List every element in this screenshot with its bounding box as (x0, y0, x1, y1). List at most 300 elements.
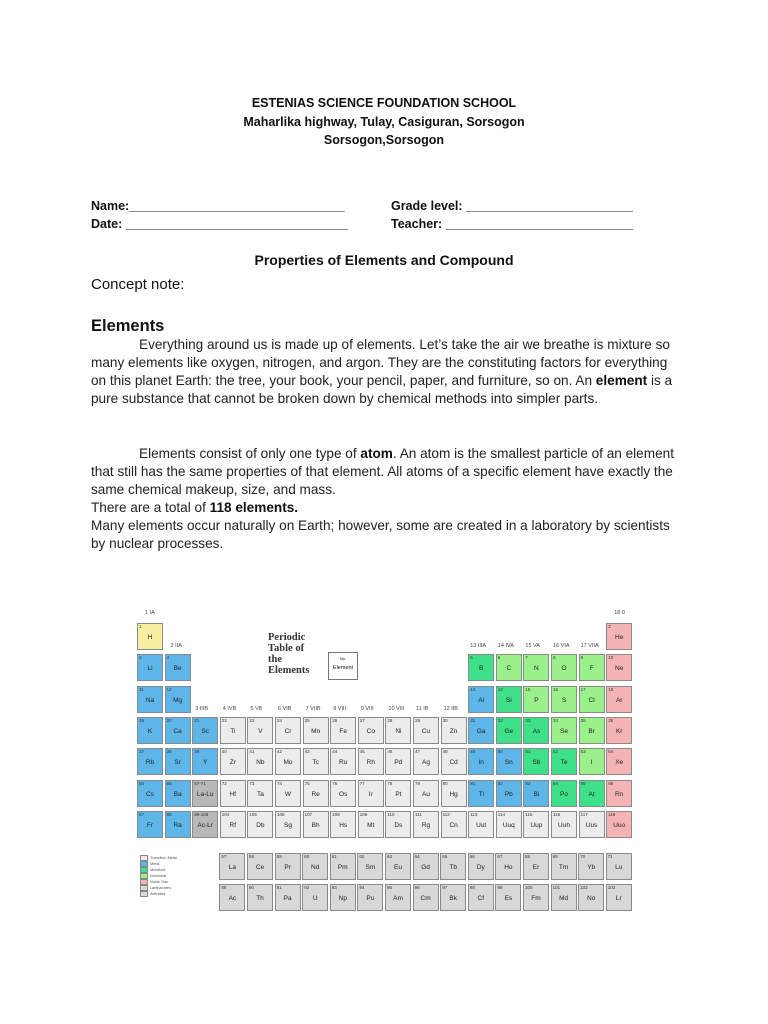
actinide-cell-am (385, 884, 411, 911)
date-teacher-row (91, 217, 691, 231)
group-label-g1: 1 IA (145, 610, 155, 616)
element-number: 71 (607, 854, 613, 859)
element-cell-rf (220, 811, 246, 838)
element-cell-bi (523, 780, 549, 807)
element-symbol: Zn (449, 727, 458, 735)
element-symbol: La (228, 864, 236, 871)
element-number: 100 (525, 885, 533, 890)
element-number: 89 (221, 885, 227, 890)
element-symbol: Lu (615, 864, 623, 871)
element-symbol: Pm (337, 864, 348, 871)
legend-label: Metalloid (150, 868, 166, 872)
element-number: 32 (497, 717, 503, 723)
element-number: 80 (442, 780, 448, 786)
element-cell-ta (247, 780, 273, 807)
element-number: 94 (359, 885, 365, 890)
lanthanide-cell-sm (357, 853, 383, 880)
lanthanide-cell-pm (330, 853, 356, 880)
element-number: 29 (415, 717, 421, 723)
group-label-g3: 3 IIIB (195, 705, 209, 712)
group-label-g9: 9 VIII (360, 705, 374, 712)
actinide-cell-th (247, 884, 273, 911)
element-cell-rh (358, 748, 384, 775)
element-symbol: Rh (366, 759, 375, 767)
element-cell-fe (330, 717, 356, 744)
element-symbol: Bi (533, 790, 540, 798)
group-label-g14: 14 IVA (497, 643, 514, 650)
element-cell-os (330, 780, 356, 807)
element-symbol: Ac (228, 895, 237, 902)
element-symbol: Os (339, 790, 348, 798)
element-number: 48 (442, 749, 448, 755)
element-cell-sc (192, 717, 218, 744)
element-symbol: Tc (312, 759, 319, 767)
element-cell-y (192, 748, 218, 775)
element-number: 16 (553, 686, 559, 692)
text-run: . An atom is the smallest particle of an element that still has the same properties of that element. All atoms of a specific element have exactly the same chemical makeup, size, and mass. (91, 446, 674, 497)
element-symbol: Ga (476, 727, 486, 735)
element-cell-zr (220, 748, 246, 775)
element-number: 37 (139, 749, 145, 755)
element-number: 108 (332, 811, 340, 817)
element-symbol: C (506, 665, 512, 673)
element-number: 81 (470, 780, 476, 786)
element-symbol: Yb (587, 864, 596, 871)
element-cell-mt (358, 811, 384, 838)
element-symbol: Ti (230, 727, 236, 735)
element-symbol: Ar (615, 696, 623, 704)
school-header (0, 94, 768, 150)
element-number: 69 (552, 854, 558, 859)
element-number: 114 (497, 811, 505, 817)
element-symbol: Pu (366, 895, 375, 902)
element-symbol: Ir (368, 790, 373, 798)
element-symbol: Xe (615, 759, 624, 767)
element-number: 76 (332, 780, 338, 786)
element-symbol: As (532, 727, 541, 735)
school-address-line2: Sorsogon,Sorsogon (323, 133, 445, 147)
element-symbol: Sg (284, 821, 292, 829)
element-cell-al (468, 686, 494, 713)
lanthanide-cell-yb (578, 853, 604, 880)
element-cell-mn (303, 717, 329, 744)
group-label-g18: 18 0 (614, 610, 625, 616)
element-number: 72 (221, 780, 227, 786)
element-symbol: Ge (504, 727, 514, 735)
element-symbol: Cn (449, 821, 458, 829)
element-number: 57 (221, 854, 227, 859)
element-cell-na (137, 686, 163, 713)
element-number: 102 (580, 885, 588, 890)
element-symbol: Ru (339, 759, 348, 767)
element-symbol: B (479, 665, 484, 673)
element-number: 40 (221, 749, 227, 755)
element-cell-pt (385, 780, 411, 807)
element-symbol: S (561, 696, 567, 704)
key-number-label: No. (339, 656, 347, 661)
lanthanide-cell-tb (440, 853, 466, 880)
school-address-line1: Maharlika highway, Tulay, Casiguran, Sorsogon (243, 114, 525, 129)
element-cell-mg (165, 686, 191, 713)
element-number: 90 (249, 885, 255, 890)
lanthanide-cell-tm (551, 853, 577, 880)
element-symbol: Pd (394, 759, 403, 767)
element-cell-pd (385, 748, 411, 775)
element-cell-at (579, 780, 605, 807)
text-run: Elements consist of only one type of (139, 446, 361, 461)
element-cell-ar (606, 686, 632, 713)
name-grade-row (91, 199, 691, 213)
group-label-g12: 12 IIB (443, 705, 458, 712)
school-name: ESTENIAS SCIENCE FOUNDATION SCHOOL (251, 96, 517, 110)
element-cell-tc (303, 748, 329, 775)
element-number: 10 (608, 655, 614, 661)
date-field[interactable]: Date: ________________________________ (91, 217, 349, 231)
element-number: 14 (497, 686, 503, 692)
element-number: 88 (166, 811, 172, 817)
element-cell-se (551, 717, 577, 744)
element-number: 60 (304, 854, 310, 859)
group-label-g2: 2 IIA (170, 643, 182, 650)
actinide-cell-no (578, 884, 604, 911)
element-cell-rg (413, 811, 439, 838)
element-symbol: Hg (449, 790, 458, 798)
element-number: 63 (387, 854, 393, 859)
lanthanide-cell-la (219, 853, 245, 880)
element-cell-rn (606, 780, 632, 807)
element-symbol: Sb (532, 759, 541, 767)
actinide-cell-pa (275, 884, 301, 911)
element-symbol: Cu (421, 727, 431, 735)
element-cell-h (137, 623, 163, 650)
element-number: 34 (553, 717, 559, 723)
element-symbol: Rg (421, 821, 431, 829)
element-cell-te (551, 748, 577, 775)
legend-swatch (140, 891, 148, 897)
paragraph-total (91, 499, 681, 517)
name-field[interactable]: Name:_______________________________ (91, 199, 345, 213)
element-cell-mo (275, 748, 301, 775)
grade-level-field[interactable]: Grade level: ________________________ (391, 199, 633, 213)
element-symbol: Ho (504, 864, 513, 871)
element-symbol: Cr (284, 727, 292, 735)
element-number: 97 (442, 885, 448, 890)
periodic-table-title: Periodic Table of the Elements (268, 632, 310, 676)
paragraph-natural: Many elements occur naturally on Earth; however, some are created in a laboratory by scientists by nuclear processes. (91, 518, 670, 551)
element-number: 106 (277, 811, 285, 817)
element-symbol: Am (393, 895, 403, 902)
element-cell-be (165, 654, 191, 681)
element-number: 22 (221, 717, 227, 723)
element-number: 110 (387, 811, 395, 817)
element-cell-in (468, 748, 494, 775)
element-symbol: Ac-Lr (197, 821, 213, 829)
element-symbol: Fm (531, 895, 541, 902)
element-cell-bh (303, 811, 329, 838)
group-label-g4: 4 IVB (222, 705, 237, 712)
section-heading-elements: Elements (91, 317, 165, 335)
group-label-g5: 5 VB (250, 705, 263, 712)
element-number: 87 (139, 811, 145, 817)
element-cell-v (247, 717, 273, 744)
element-symbol: Br (588, 727, 595, 735)
element-cell-ra (165, 811, 191, 838)
actinide-cell-u (302, 884, 328, 911)
lanthanide-cell-dy (468, 853, 494, 880)
element-number: 70 (580, 854, 586, 859)
element-cell-au (413, 780, 439, 807)
element-cell-cn (441, 811, 467, 838)
paragraph-atoms (91, 445, 681, 499)
element-symbol: Uut (476, 821, 487, 829)
element-number: 54 (608, 749, 614, 755)
element-symbol: Uuq (502, 821, 515, 829)
element-number: 3 (139, 655, 142, 661)
element-cell-ga (468, 717, 494, 744)
element-symbol: Li (147, 665, 153, 673)
element-number: 101 (552, 885, 561, 890)
element-cell-uuo (606, 811, 632, 838)
element-symbol: Np (338, 895, 347, 902)
element-symbol: K (147, 727, 153, 735)
element-cell-nb (247, 748, 273, 775)
element-number: 13 (470, 686, 476, 692)
legend-label: Metal (150, 862, 160, 866)
element-symbol: Si (505, 696, 512, 704)
element-cell-ne (606, 654, 632, 681)
element-symbol: Ds (394, 821, 403, 829)
element-number: 18 (608, 686, 614, 692)
element-cell-hf (220, 780, 246, 807)
element-symbol: Hs (339, 821, 348, 829)
element-number: 95 (387, 885, 393, 890)
element-symbol: Eu (394, 864, 402, 871)
element-symbol: Te (560, 759, 568, 767)
element-symbol: Co (366, 727, 375, 735)
element-number: 27 (359, 717, 365, 723)
element-number: 52 (553, 749, 559, 755)
element-symbol: Na (145, 696, 155, 704)
element-number: 65 (442, 854, 448, 859)
document-title: Properties of Elements and Compound (254, 252, 514, 268)
group-label-g15: 15 VA (525, 643, 540, 650)
element-number: 116 (553, 811, 561, 817)
element-symbol: Pr (284, 864, 291, 871)
element-number: 82 (497, 780, 503, 786)
group-label-g17: 17 VIIA (580, 643, 599, 650)
element-cell-ag (413, 748, 439, 775)
element-symbol: Y (203, 759, 208, 767)
element-number: 55 (139, 780, 145, 786)
element-symbol: Hf (229, 790, 237, 798)
element-number: 36 (608, 717, 614, 723)
element-cell-sb (523, 748, 549, 775)
element-number: 2 (608, 624, 611, 629)
lanthanide-cell-ho (495, 853, 521, 880)
element-cell-k (137, 717, 163, 744)
element-cell-cu (413, 717, 439, 744)
element-number: 51 (525, 749, 531, 755)
element-number: 105 (249, 811, 257, 817)
element-cell-w (275, 780, 301, 807)
element-cell-ca (165, 717, 191, 744)
element-symbol: Tm (558, 864, 569, 871)
element-symbol: Ne (615, 665, 624, 673)
element-symbol: Al (478, 696, 485, 704)
element-cell-br (579, 717, 605, 744)
element-symbol: No (587, 895, 596, 902)
element-number: 31 (470, 717, 476, 723)
element-symbol: Rb (145, 759, 155, 767)
element-symbol: F (589, 665, 594, 673)
element-symbol: La-Lu (196, 790, 214, 798)
element-symbol: Ce (255, 864, 265, 871)
group-label-g10: 10 VIII (388, 705, 405, 712)
element-symbol: Uup (530, 821, 543, 829)
element-symbol: Uuo (613, 821, 626, 829)
element-symbol: Se (560, 727, 568, 735)
element-symbol: Rf (229, 821, 237, 829)
element-symbol: Ag (422, 759, 430, 767)
element-cell-sr (165, 748, 191, 775)
bold-term-atom: atom (360, 446, 393, 461)
element-symbol: Uus (585, 821, 598, 829)
element-cell-re (303, 780, 329, 807)
element-cell-ni (385, 717, 411, 744)
element-number: 43 (304, 749, 310, 755)
element-number: 109 (359, 811, 368, 817)
element-cell-i (579, 748, 605, 775)
element-symbol: Sr (174, 759, 181, 767)
element-symbol: At (588, 790, 595, 798)
element-symbol: Db (256, 821, 265, 829)
actinide-cell-bk (440, 884, 466, 911)
element-symbol: Bh (311, 821, 320, 829)
element-cell-he (606, 623, 632, 650)
element-number: 45 (359, 749, 365, 755)
element-cell-tl (468, 780, 494, 807)
element-symbol: Fe (339, 727, 347, 735)
element-number: 42 (277, 749, 283, 755)
element-number: 98 (469, 885, 475, 890)
element-symbol: Md (559, 895, 569, 902)
element-symbol: Mt (367, 821, 375, 829)
element-symbol: Po (560, 790, 568, 798)
element-number: 49 (470, 749, 476, 755)
element-number: 84 (553, 780, 559, 786)
element-symbol: Ta (256, 790, 264, 798)
element-cell-xe (606, 748, 632, 775)
group-label-g8: 8 VIII (333, 705, 347, 712)
element-symbol: Nd (311, 864, 320, 871)
element-cell-po (551, 780, 577, 807)
element-number: 9 (580, 655, 584, 661)
element-symbol: Uuh (558, 821, 570, 829)
element-number: 5 (470, 655, 473, 661)
lanthanide-cell-er (523, 853, 549, 880)
element-cell-hg (441, 780, 467, 807)
element-symbol: H (147, 634, 153, 641)
element-cell-n (523, 654, 549, 681)
text-run: There are a total of (91, 500, 210, 515)
lanthanide-cell-ce (247, 853, 273, 880)
element-number: 86 (608, 780, 614, 786)
element-symbol: P (534, 696, 539, 704)
element-symbol: U (312, 895, 318, 902)
element-symbol: Ni (395, 727, 402, 735)
actinide-cell-lr (606, 884, 632, 911)
element-symbol: Pt (395, 790, 402, 798)
lanthanide-cell-gd (413, 853, 439, 880)
group-label-g16: 16 VIA (553, 643, 570, 650)
actinide-cell-cm (413, 884, 439, 911)
element-number: 20 (166, 717, 172, 723)
element-number: 74 (277, 780, 283, 786)
actinide-cell-fm (523, 884, 549, 911)
element-symbol: O (561, 665, 567, 673)
teacher-field[interactable]: Teacher: ___________________________ (391, 217, 634, 231)
element-number: 73 (249, 780, 255, 786)
paragraph-elements-intro (91, 336, 681, 408)
element-number: 6 (497, 655, 501, 661)
element-cell-sg (275, 811, 301, 838)
element-cell-ge (496, 717, 522, 744)
element-symbol: Ra (173, 821, 182, 829)
element-cell-cr (275, 717, 301, 744)
element-symbol: Es (504, 895, 513, 902)
element-symbol: In (478, 759, 484, 767)
element-number: 118 (608, 811, 616, 817)
element-number: 115 (525, 811, 533, 817)
element-number: 21 (194, 717, 200, 723)
element-symbol: Re (311, 790, 320, 798)
element-symbol: Sn (504, 759, 513, 767)
element-number: 24 (277, 717, 283, 723)
legend-label: Actinides (150, 892, 166, 896)
element-cell-o (551, 654, 577, 681)
lanthanide-cell-pr (275, 853, 301, 880)
actinide-cell-cf (468, 884, 494, 911)
element-number: 83 (525, 780, 531, 786)
group-label-g13: 13 IIIA (470, 643, 487, 650)
element-cell-uus (579, 811, 605, 838)
element-number: 117 (580, 811, 588, 817)
key-element-label: Element (332, 665, 354, 671)
element-symbol: Fr (146, 821, 154, 829)
element-number: 53 (580, 749, 586, 755)
element-symbol: Cl (588, 696, 595, 704)
group-label-g11: 11 IB (416, 705, 429, 712)
element-number: 103 (607, 885, 616, 890)
element-symbol: Pa (283, 895, 292, 902)
element-symbol: Tl (478, 790, 484, 798)
element-symbol: Mo (283, 759, 293, 767)
element-symbol: Bk (449, 895, 457, 902)
element-symbol: Be (173, 665, 182, 673)
element-number: 59 (276, 854, 282, 859)
element-cell-ir (358, 780, 384, 807)
legend-label: Noble Gas (150, 880, 168, 884)
element-cell-sn (496, 748, 522, 775)
element-cell-ac-lr (192, 811, 218, 838)
element-number: 35 (580, 717, 586, 723)
element-number: 99 (497, 885, 503, 890)
group-label-g6: 6 VIB (278, 705, 292, 712)
element-cell-f (579, 654, 605, 681)
element-symbol: Cs (146, 790, 154, 798)
element-cell-li (137, 654, 163, 681)
element-number: 107 (304, 811, 313, 817)
